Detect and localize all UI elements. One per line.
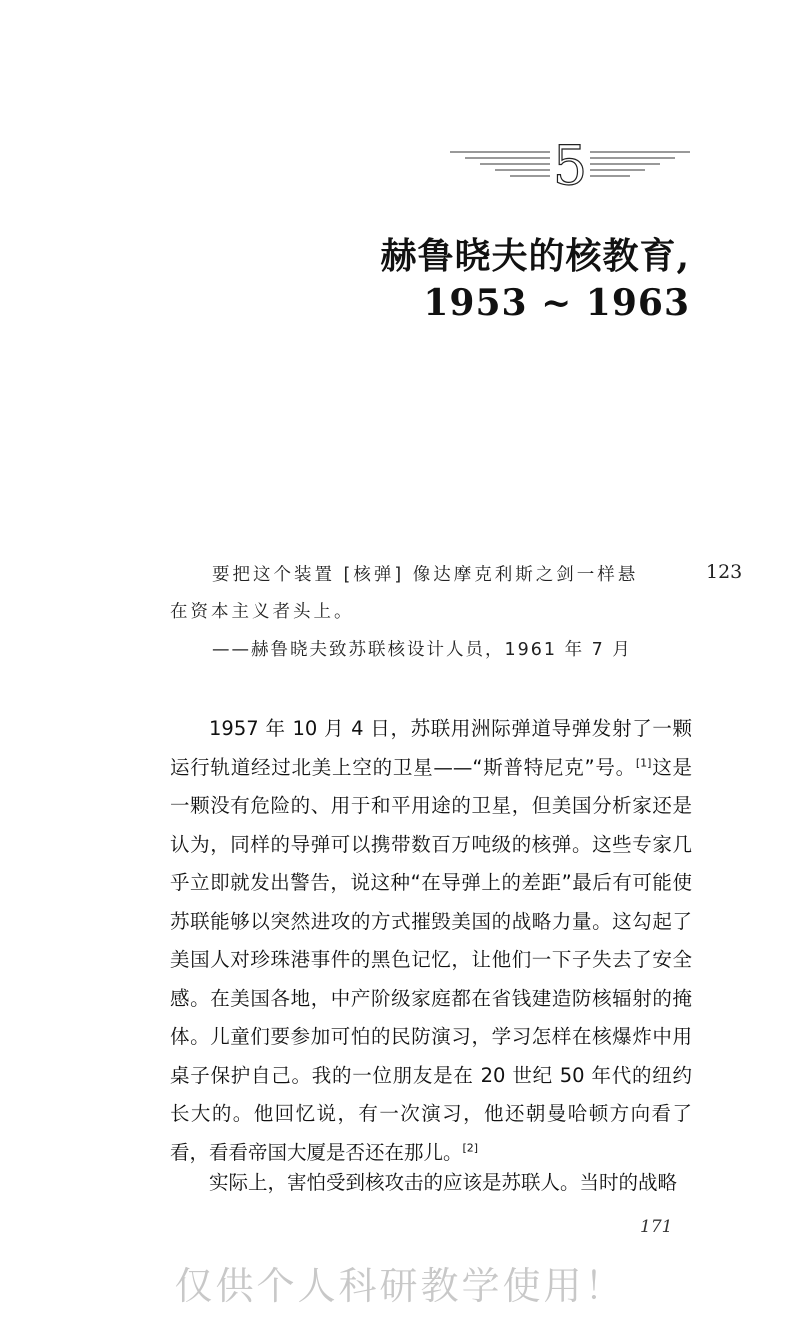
paragraph-1-text-a: 1957 年 10 月 4 日，苏联用洲际弹道导弹发射了一颗运行轨道经过北美上空的卫星——“斯普特尼克”号。 <box>170 717 692 779</box>
body-paragraph-1 <box>170 710 692 1172</box>
chapter-title-line-1: 赫鲁晓夫的核教育, <box>380 235 690 277</box>
footnote-ref-2[interactable]: [2] <box>462 1141 479 1154</box>
original-page-number: 123 <box>706 561 743 583</box>
chapter-number: 5 <box>552 140 588 190</box>
epigraph-line-1: 要把这个装置 [核弹] 像达摩克利斯之剑一样悬 <box>212 565 639 585</box>
chapter-number-ornament <box>445 140 695 190</box>
paragraph-1-text-b: 这是一颗没有危险的、用于和平用途的卫星，但美国分析家还是认为，同样的导弹可以携带数百万吨级的核弹。这些专家几乎立即就发出警告，说这种“在导弹上的差距”最后有可能使苏联能够以突然进攻的方式摧毁美国的战略力量。这勾起了美国人对珍珠港事件的黑色记忆，让他们一下子失去了安全感。在美国各地，中产阶级家庭都在省钱建造防核辐射的掩体。儿童们要参加可怕的民防演习，学习怎样在核爆炸中用桌子保护自己。我的一位朋友是在 20 世纪 50 年代的纽约长大的。他回忆说，有一次演习，他还朝曼哈顿方向看了看，看看帝国大厦是否还在那儿。 <box>170 755 692 1164</box>
watermark: 仅供个人科研教学使用！ <box>174 1264 626 1308</box>
epigraph-line-2: 在资本主义者头上。 <box>170 602 355 622</box>
epigraph-attribution: ——赫鲁晓夫致苏联核设计人员，1961 年 7 月 <box>212 640 632 660</box>
body-paragraph-2: 实际上，害怕受到核攻击的应该是苏联人。当时的战略 <box>209 1171 678 1194</box>
chapter-title-line-2: 1953 ~ 1963 <box>423 282 690 324</box>
page-number: 171 <box>640 1217 673 1237</box>
footnote-ref-1[interactable]: [1] <box>635 756 652 769</box>
